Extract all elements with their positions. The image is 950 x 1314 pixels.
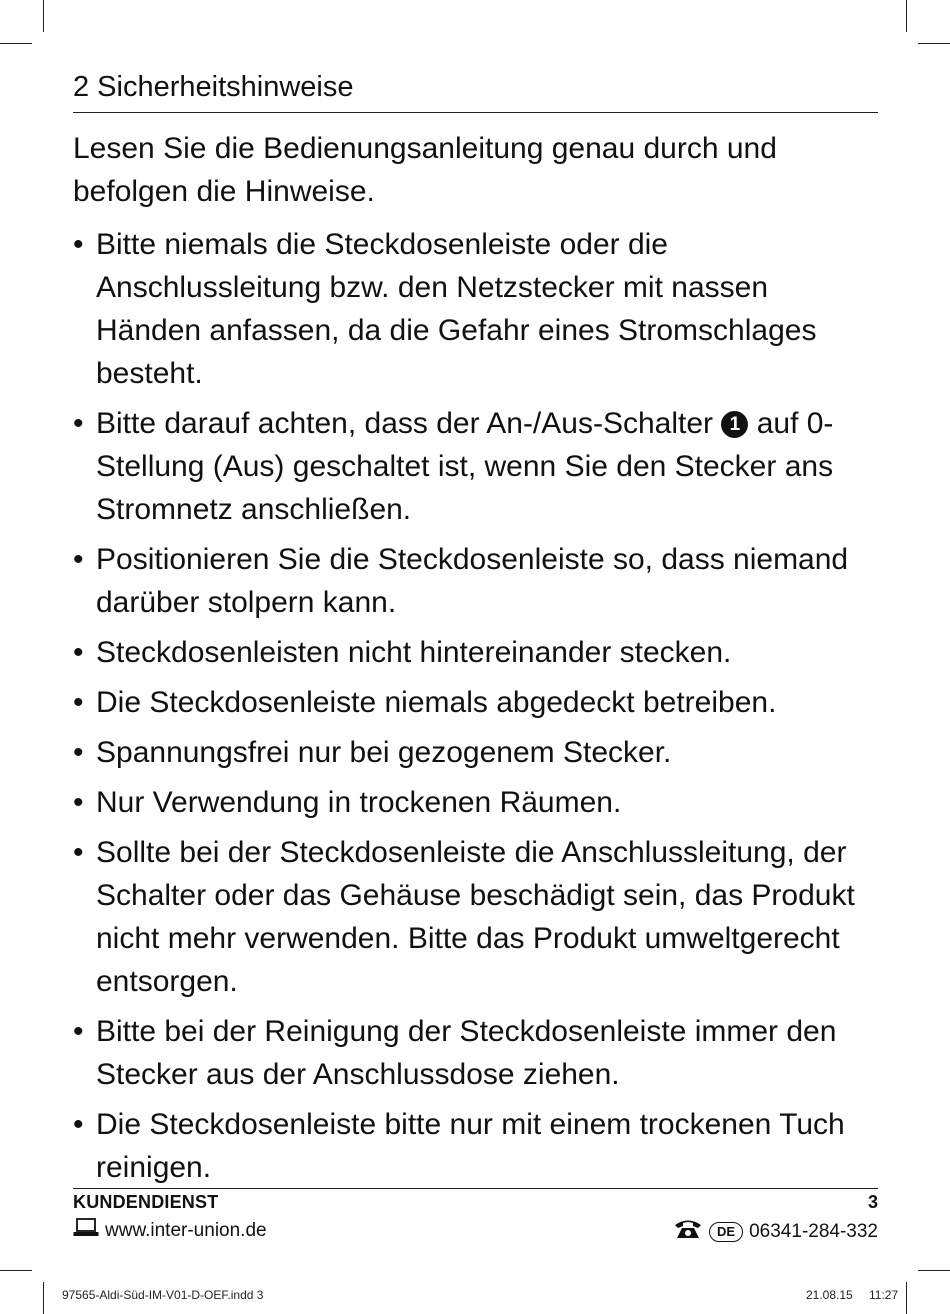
print-slug-time: 11:27 (869, 1288, 899, 1302)
list-item (73, 831, 878, 1003)
bullet-icon: • (73, 1108, 84, 1141)
list-item (73, 781, 878, 824)
laptop-icon (73, 1218, 99, 1244)
website-link[interactable]: www.inter-union.de (105, 1220, 267, 1241)
footer-hotline (673, 1218, 878, 1246)
intro-paragraph: Lesen Sie die Bedienungsanleitung genau durch und befolgen die Hinweise. (73, 132, 777, 208)
list-item-text: Positionieren Sie die Steckdosenleiste so, dass niemand darüber stolpern kann. (96, 543, 849, 619)
bullet-icon: • (73, 686, 84, 719)
list-item-text: Bitte niemals die Steckdosenleiste oder die Anschlussleitung bzw. den Netzstecker mit nassen Händen anfassen, da die Gefahr eines Stromschlages besteht. (96, 228, 817, 390)
crop-mark (43, 0, 44, 32)
footer-website (73, 1218, 267, 1244)
list-item (73, 1103, 878, 1189)
list-item (73, 538, 878, 624)
crop-mark (918, 43, 950, 44)
bullet-icon: • (73, 736, 84, 769)
country-badge: DE (709, 1222, 743, 1242)
list-item (73, 223, 878, 395)
list-item-text: Spannungsfrei nur bei gezogenem Stecker. (96, 736, 672, 769)
list-item-text: Die Steckdosenleiste niemals abgedeckt betreiben. (96, 686, 777, 719)
bullet-icon: • (73, 228, 84, 261)
section-title: 2 Sicherheitshinweise (73, 70, 878, 113)
list-item (73, 681, 878, 724)
document-page (73, 0, 878, 1314)
list-item (73, 631, 878, 674)
bullet-icon: • (73, 636, 84, 669)
print-slug-date: 21.08.15 (806, 1288, 853, 1302)
crop-mark (0, 43, 32, 44)
list-item-text: Sollte bei der Steckdosenleiste die Anschlussleitung, der Schalter oder das Gehäuse beschädigt sein, das Produkt nicht mehr verwenden. Bitte das Produkt umweltgerecht entsorgen. (96, 836, 855, 998)
switch-number-badge: 1 (721, 411, 748, 438)
crop-mark (43, 1282, 44, 1314)
list-item-text: Bitte darauf achten, dass der An-/Aus-Schalter (96, 407, 714, 440)
phone-number: 06341-284-332 (749, 1221, 878, 1242)
list-item (73, 402, 878, 531)
list-item-text: auf 0-Stellung (Aus) geschaltet ist, wenn Sie den Stecker ans Stromnetz anschließen. (96, 407, 834, 526)
telephone-icon (673, 1218, 703, 1246)
list-item (73, 731, 878, 774)
bullet-icon: • (73, 786, 84, 819)
list-item-text: Die Steckdosenleiste bitte nur mit einem trockenen Tuch reinigen. (96, 1108, 845, 1184)
bullet-icon: • (73, 1015, 84, 1048)
bullet-icon: • (73, 543, 84, 576)
list-item-text: Nur Verwendung in trockenen Räumen. (96, 786, 622, 819)
bullet-icon: • (73, 407, 84, 440)
crop-mark (0, 1270, 32, 1271)
bullet-icon: • (73, 836, 84, 869)
page-number: 3 (867, 1192, 878, 1212)
list-item-text: Steckdosenleisten nicht hintereinander stecken. (96, 636, 732, 669)
crop-mark (906, 1282, 907, 1314)
crop-mark (918, 1270, 950, 1271)
customer-service-label: KUNDENDIENST (73, 1192, 219, 1212)
safety-list (73, 223, 878, 1196)
crop-mark (906, 0, 907, 32)
print-slug-file: 97565-Aldi-Süd-IM-V01-D-OEF.indd 3 (62, 1288, 264, 1302)
list-item (73, 1010, 878, 1096)
list-item-text: Bitte bei der Reinigung der Steckdosenleiste immer den Stecker aus der Anschlussdose ziehen. (96, 1015, 837, 1091)
footer-divider (73, 1188, 878, 1189)
